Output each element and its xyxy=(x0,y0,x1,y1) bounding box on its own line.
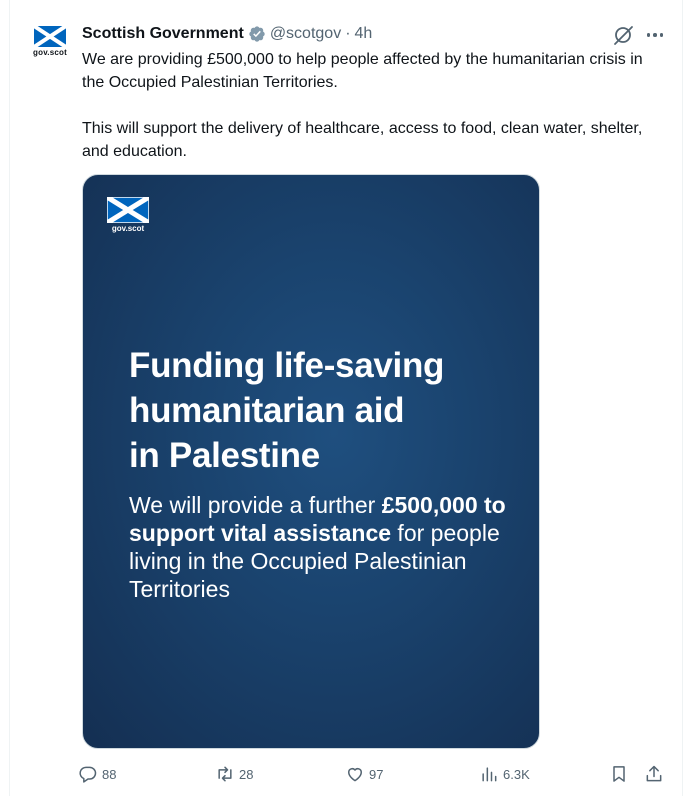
post-time[interactable]: 4h xyxy=(354,25,373,42)
share-icon xyxy=(644,764,664,784)
views-count: 6.3K xyxy=(503,766,530,782)
tweet-paragraph-1: We are providing £500,000 to help people affected by the humanitarian crisis in the Occupied Palestinian Territories. xyxy=(82,51,643,91)
reply-icon xyxy=(78,764,98,784)
author-handle[interactable]: @scotgov xyxy=(269,25,342,42)
avatar[interactable] xyxy=(31,26,69,64)
headline-line-2: humanitarian aid xyxy=(129,391,405,430)
views-icon xyxy=(479,764,499,784)
subtext-part-2: for people living in the Occupied Palestinian Territories xyxy=(129,520,500,602)
subtext-bold: £500,000 to support vital assistance xyxy=(129,492,506,546)
author-name[interactable]: Scottish Government xyxy=(82,25,244,42)
reply-button[interactable] xyxy=(78,762,116,786)
bookmark-button[interactable] xyxy=(609,762,629,786)
media-logo-label: gov.scot xyxy=(111,224,145,233)
tweet-media-image[interactable] xyxy=(82,174,540,749)
avatar-label: gov.scot xyxy=(33,48,67,57)
repost-button[interactable] xyxy=(215,762,253,786)
timeline-border-left xyxy=(9,0,10,796)
media-headline xyxy=(129,343,529,478)
media-logo xyxy=(107,197,149,233)
like-button[interactable] xyxy=(345,762,383,786)
tweet-actions xyxy=(78,762,678,786)
media-subtext xyxy=(129,491,529,603)
saltire-flag-icon xyxy=(34,26,66,47)
headline-line-3: in Palestine xyxy=(129,436,320,475)
reply-count: 88 xyxy=(102,766,117,782)
repost-icon xyxy=(215,764,235,784)
tweet-paragraph-2: This will support the delivery of healthcare, access to food, clean water, shelter, and education. xyxy=(82,120,643,160)
headline-line-1: Funding life-saving xyxy=(129,346,445,385)
grok-icon[interactable] xyxy=(612,24,634,46)
verified-badge-icon[interactable] xyxy=(248,25,266,43)
separator-dot: · xyxy=(345,25,351,42)
bookmark-icon xyxy=(609,764,629,784)
like-count: 97 xyxy=(369,766,384,782)
saltire-flag-icon xyxy=(107,197,149,223)
views-button[interactable] xyxy=(479,762,530,786)
subtext-part-1: We will provide a further xyxy=(129,492,382,518)
more-icon[interactable] xyxy=(643,26,667,44)
like-icon xyxy=(345,764,365,784)
tweet-text xyxy=(82,48,667,163)
share-button[interactable] xyxy=(644,762,664,786)
repost-count: 28 xyxy=(239,766,254,782)
timeline-border-right xyxy=(682,0,683,796)
tweet-header xyxy=(82,23,372,45)
